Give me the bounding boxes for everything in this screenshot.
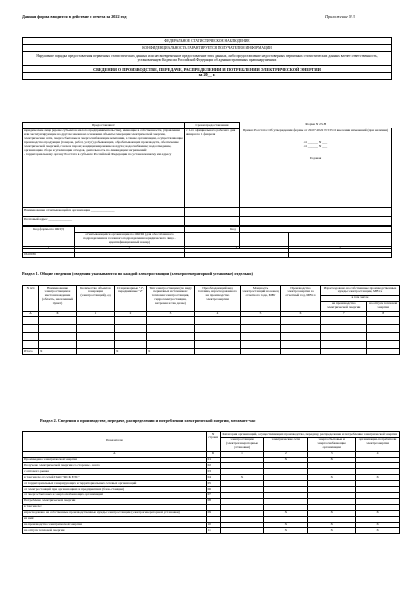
col-num-2: 2 — [75, 246, 185, 252]
s2-row-number: 03 — [206, 469, 220, 475]
s1-head-production: Производство электроэнергии за отчетный год, МВт.ч — [281, 286, 321, 312]
s2-row-label: Получено электрической энергии со стороны - всего — [23, 463, 207, 469]
s2-row-number: 11 — [206, 528, 220, 534]
s2-row-label: израсходовано на собственные производственные нужды электростанции (электрогенераторной установки) — [23, 510, 207, 516]
appendix-label: Приложение N 3 — [325, 14, 355, 19]
s1-total-x1: X — [39, 349, 77, 355]
s2-col-letter: Б — [206, 451, 220, 457]
s1-head-num: N п/п — [23, 286, 39, 312]
order-line-1: от ______ N ___ — [303, 139, 328, 144]
okud-code: 0610036 — [23, 252, 75, 258]
s1-col-letter: 1 — [77, 311, 115, 317]
order-line-2: от ______ N ___ — [303, 143, 328, 148]
s2-cell: X — [356, 475, 400, 481]
s1-head-including: в том числе — [321, 295, 400, 301]
s1-col-letter: Б — [39, 311, 77, 317]
s2-cell: X — [308, 522, 356, 528]
s1-head-sub1: на производство электрической энергии — [321, 301, 367, 311]
s2-row-number: 06 — [206, 487, 220, 493]
org-block — [22, 207, 392, 226]
s2-col-letter: 3 — [308, 451, 356, 457]
form-title: СВЕДЕНИЯ О ПРОИЗВОДСТВЕ, ПЕРЕДАЧЕ, РАСПРЕДЕЛЕНИИ И ПОТРЕБЛЕНИИ ЭЛЕКТРИЧЕСКОЙ ЭНЕРГИИ — [22, 66, 392, 74]
s2-cell: X — [220, 475, 264, 481]
effective-note: Данная форма вводится в действие с отчета за 2022 год — [22, 14, 127, 19]
s1-total-x2: X — [115, 349, 147, 355]
s2-cell: X — [308, 457, 356, 463]
s2-head-indicator: Показатели — [23, 432, 207, 452]
s2-cell: X — [308, 475, 356, 481]
s1-head-capacity: Мощность электростанций на конец отчетного года, МВт — [241, 286, 281, 312]
section1-table — [22, 285, 400, 355]
org-address-row: Почтовый адрес ______________ — [23, 217, 392, 226]
submitters-header: Предоставляют: — [23, 123, 185, 129]
okpo-header: отчитывающейся организации по ОКПО (для обособленного подразделения и головного подразделения юридического лица - идентификационный номер) — [75, 232, 185, 246]
s2-cell: X — [308, 528, 356, 534]
s2-head-row-num: N строки — [206, 432, 220, 452]
s2-row-number: 10 — [206, 522, 220, 528]
s1-head-own-needs: Израсходовано на собственные производственные нужды электростанции, МВт.ч — [321, 286, 400, 296]
s2-row-number: 04 — [206, 475, 220, 481]
s2-cell: X — [356, 522, 400, 528]
s1-col-letter: 8 — [367, 311, 400, 317]
s2-row-number: 07 — [206, 492, 220, 498]
s2-head-cat-2: электрические сети — [264, 437, 308, 451]
s2-row-label: на производство электрической энергии — [23, 522, 207, 528]
s2-head-cat-1: электростанции (электрогенераторные установки) — [220, 437, 264, 451]
s1-head-stationary: Стационарные "1", передвижные "2" — [115, 286, 147, 312]
s2-cell: X — [264, 510, 308, 516]
order-text: Приказ Росстата: Об утверждении формы от 29.07.2022 N 533 О внесении изменений (при наличии) — [242, 127, 389, 132]
deadline-header: Сроки предоставления — [185, 123, 240, 129]
s2-cell: X — [356, 510, 400, 516]
confidentiality: КОНФИДЕНЦИАЛЬНОСТЬ ГАРАНТИРУЕТСЯ ПОЛУЧАТЕЛЕМ ИНФОРМАЦИИ — [22, 45, 392, 52]
s2-row — [23, 528, 400, 534]
s2-cell[interactable] — [220, 528, 264, 534]
s1-head-count: Количество объектов генерации (электростанций), ед — [77, 286, 115, 312]
code-header: Код — [75, 227, 392, 233]
s1-head-type: Тип электростанции (по виду первичных источников: тепловая электростанция, гидроэлектростанция, ветровая и так далее) — [147, 286, 195, 312]
s2-row-label: на отпуск тепловой энергии — [23, 528, 207, 534]
s1-col-letter: 3 — [147, 311, 195, 317]
org-name-label: Наименование отчитывающейся организации — [24, 207, 91, 212]
s2-row-label: от электростанций при организациях и предприятиях (блок-станции) — [23, 487, 207, 493]
header-block — [22, 37, 392, 80]
s2-row-label: из них: — [23, 516, 207, 522]
col-num-3: 3 — [185, 246, 289, 252]
org-name-row: Наименование отчитывающейся организации ______________ — [23, 208, 392, 217]
s1-head-sub2: на отпуск тепловой энергии — [367, 301, 400, 311]
s1-head-fuel: Преобладающий вид топлива, израсходованного на производство электроэнергии — [195, 286, 241, 312]
col-num-4: 4 — [289, 246, 392, 252]
s2-head-cat-4: организации-потребители электроэнергии — [356, 437, 400, 451]
s1-total-x3: X — [147, 349, 195, 355]
survey-title: ФЕДЕРАЛЬНОЕ СТАТИСТИЧЕСКОЕ НАБЛЮДЕНИЕ — [22, 37, 392, 45]
codes-table — [22, 226, 392, 258]
s2-row-number: 01 — [206, 457, 220, 463]
s2-col-letter: А — [23, 451, 207, 457]
periodicity: Годовая — [309, 155, 322, 160]
s1-col-letter: 4 — [195, 311, 241, 317]
s2-cell: X — [264, 457, 308, 463]
s2-head-cat-3: энергосбытовые и энергоснабжающие организации — [308, 437, 356, 451]
s2-row-label: в том числе от сетей ПАО "ФСК ЕЭС" — [23, 475, 207, 481]
section2-table — [22, 431, 400, 534]
submitters-text-2: - территориальному органу Росстата в субъекте Российской Федерации по установленному им адресу — [24, 151, 172, 156]
s2-row-label: Потреблено электрической энергии — [23, 498, 207, 504]
s2-row-label: Произведено электрической энергии — [23, 457, 207, 463]
report-period: за 20__ г. — [22, 73, 392, 80]
submitters-text: юридические лица (кроме субъектов малого предпринимательства), имеющие в собственности, управлении или эксплуатирующие на другом законном основании объекты генерации электрической энергии, электрические сети, энергосбытовые и энергоснабжающие компании, а также организации, осуществляющие производство продукции (товаров, работ, услуг) добывающих, обрабатывающих производств, обеспечение электрической энергией, газом и паром; кондиционирование воздуха; водоснабжение; водоотведение, организацию сбора и утилизации отходов, деятельность по ликвидации загрязнений: — [24, 128, 183, 152]
s2-col-letter: 1 — [220, 451, 264, 457]
s2-cell: X — [356, 528, 400, 534]
s2-row-label: в том числе: — [23, 504, 207, 510]
section2-title: Раздел 2. Сведения о производстве, передаче, распределении и потреблении электрической энергии, мегаватт-час — [40, 418, 256, 423]
s2-col-letter: 4 — [356, 451, 400, 457]
s2-head-category: Категория организаций, осуществляющих производство, передачу, распределение и потребление электрической энергии — [220, 432, 399, 438]
s1-col-letter: 6 — [281, 311, 321, 317]
form-number: Форма N 23-Н — [305, 122, 327, 126]
s2-row-number: 05 — [206, 481, 220, 487]
s1-col-letter: 7 — [321, 311, 367, 317]
col-num-1: 1 — [23, 246, 75, 252]
okud-header: Код формы по ОКУД — [23, 227, 75, 247]
s2-row-number: 09 — [206, 510, 220, 516]
deadline-text: с 1-го официального рабочего дня января по 1 февраля — [185, 128, 240, 248]
s2-row-label: от энергосбытовых и энергоснабжающих организаций — [23, 492, 207, 498]
s2-row-label: от территориальных генерирующих и территориальных сетевых организаций — [23, 481, 207, 487]
s1-head-name: Наименование электростанции и местонахождение (область, населенный пункт) — [39, 286, 77, 312]
warning-text: Нарушение порядка предоставления первичных статистических данных или несвоевременное предоставление этих данных, либо предоставление недостоверных первичных статистических данных влечет ответственность, установленную Кодексом Российской Федерации об административных правонарушениях — [22, 52, 392, 65]
s2-cell: X — [264, 528, 308, 534]
s2-cell: X — [264, 522, 308, 528]
s1-total-label: Итого — [23, 349, 39, 355]
org-address-label: Почтовый адрес — [24, 216, 48, 221]
s1-col-letter: А — [23, 311, 39, 317]
s2-row-label: с оптового рынка — [23, 469, 207, 475]
s1-col-letter: 2 — [115, 311, 147, 317]
s2-col-letter: 2 — [264, 451, 308, 457]
s2-row-number: 02 — [206, 463, 220, 469]
s2-cell: X — [308, 510, 356, 516]
s2-row-number: 08 — [206, 498, 220, 504]
section1-title: Раздел 1. Общие сведения (сведения указываются по каждой электростанции (электрогенераторной установке) отдельно) — [22, 271, 253, 276]
s1-col-letter: 5 — [241, 311, 281, 317]
